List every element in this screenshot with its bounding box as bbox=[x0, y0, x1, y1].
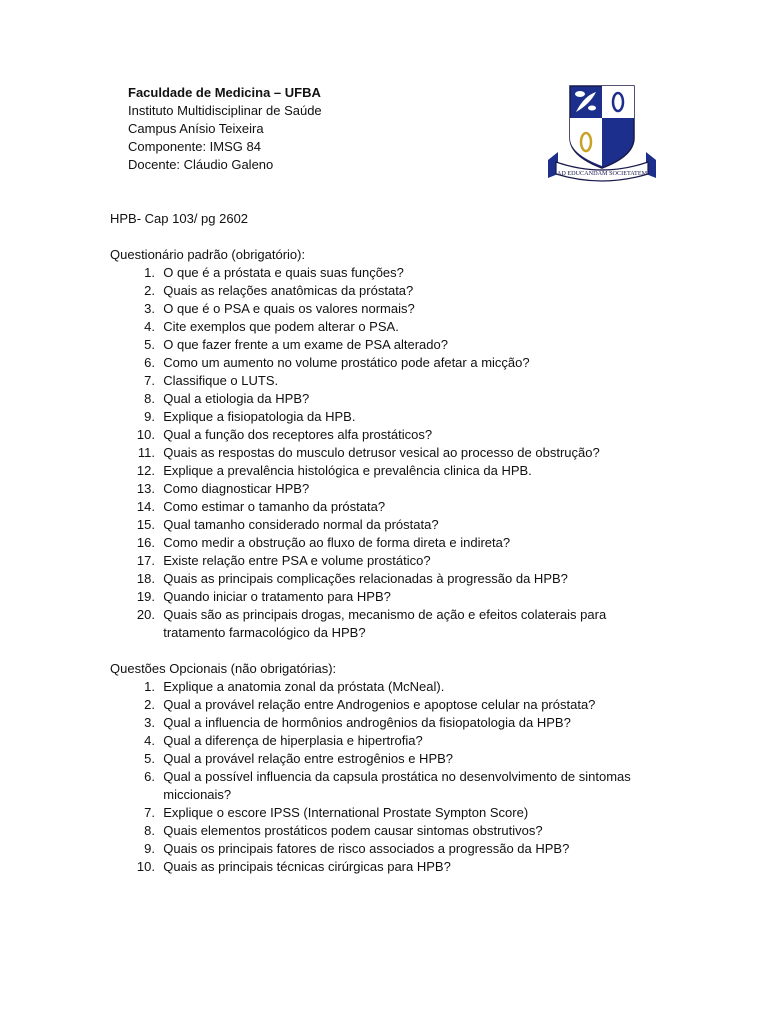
question-number: 2. bbox=[144, 283, 155, 298]
optional-question-item bbox=[110, 750, 650, 768]
question-number: 4. bbox=[144, 319, 155, 334]
question-number: 6. bbox=[144, 769, 155, 784]
question-text: Como diagnosticar HPB? bbox=[163, 481, 310, 496]
optional-question-item bbox=[110, 678, 650, 696]
question-number: 8. bbox=[144, 823, 155, 838]
question-number: 11. bbox=[137, 445, 155, 460]
question-number: 3. bbox=[144, 715, 155, 730]
optional-question-list bbox=[110, 678, 650, 876]
optional-question-item bbox=[110, 714, 650, 732]
question-text: O que é a próstata e quais suas funções? bbox=[163, 265, 404, 280]
question-text: Explique a anatomia zonal da próstata (McNeal). bbox=[163, 679, 445, 694]
question-text: Qual a provável relação entre Androgenios e apoptose celular na próstata? bbox=[163, 697, 596, 712]
mandatory-section-title: Questionário padrão (obrigatório): bbox=[110, 247, 306, 262]
faculty-name: Faculdade de Medicina – UFBA bbox=[128, 85, 321, 100]
mandatory-question-item bbox=[110, 606, 650, 642]
optional-question-item bbox=[110, 822, 650, 840]
question-number: 10. bbox=[136, 859, 155, 874]
mandatory-question-item bbox=[110, 282, 650, 300]
document-body bbox=[110, 210, 650, 894]
question-number: 1. bbox=[144, 265, 155, 280]
mandatory-question-item bbox=[110, 570, 650, 588]
question-number: 15. bbox=[136, 517, 155, 532]
question-text: Quais as principais complicações relacionadas à progressão da HPB? bbox=[163, 571, 568, 586]
question-text: Classifique o LUTS. bbox=[163, 373, 279, 388]
campus-name: Campus Anísio Teixeira bbox=[128, 121, 264, 136]
optional-question-item bbox=[110, 858, 650, 876]
mandatory-question-item bbox=[110, 390, 650, 408]
question-number: 7. bbox=[144, 373, 155, 388]
question-text: Qual a possível influencia da capsula prostática no desenvolvimento de sintomas miccionais? bbox=[163, 769, 631, 802]
optional-question-item bbox=[110, 840, 650, 858]
question-text: Quais são as principais drogas, mecanismo de ação e efeitos colaterais para tratamento farmacológico da HPB? bbox=[163, 607, 607, 640]
question-text: Qual a diferença de hiperplasia e hipertrofia? bbox=[163, 733, 423, 748]
chapter-reference: HPB- Cap 103/ pg 2602 bbox=[110, 211, 249, 226]
question-number: 5. bbox=[144, 751, 155, 766]
question-text: Qual a influencia de hormônios androgênios da fisiopatologia da HPB? bbox=[163, 715, 571, 730]
optional-question-item bbox=[110, 804, 650, 822]
question-number: 20. bbox=[136, 607, 155, 622]
teacher-name: Docente: Cláudio Galeno bbox=[128, 157, 274, 172]
mandatory-question-item bbox=[110, 444, 650, 462]
question-number: 17. bbox=[136, 553, 155, 568]
question-number: 2. bbox=[144, 697, 155, 712]
optional-question-item bbox=[110, 768, 650, 804]
question-text: Como estimar o tamanho da próstata? bbox=[163, 499, 386, 514]
question-number: 4. bbox=[144, 733, 155, 748]
question-number: 14. bbox=[136, 499, 155, 514]
question-number: 9. bbox=[144, 409, 155, 424]
mandatory-question-item bbox=[110, 318, 650, 336]
question-text: Quais os principais fatores de risco associados a progressão da HPB? bbox=[163, 841, 570, 856]
question-number: 16. bbox=[136, 535, 155, 550]
mandatory-question-item bbox=[110, 264, 650, 282]
mandatory-question-item bbox=[110, 552, 650, 570]
question-text: Qual a função dos receptores alfa prostáticos? bbox=[163, 427, 433, 442]
question-number: 5. bbox=[144, 337, 155, 352]
question-text: Quais elementos prostáticos podem causar sintomas obstrutivos? bbox=[163, 823, 543, 838]
mandatory-question-item bbox=[110, 588, 650, 606]
question-text: Explique a fisiopatologia da HPB. bbox=[163, 409, 356, 424]
question-text: O que é o PSA e quais os valores normais? bbox=[163, 301, 415, 316]
question-text: Quais as relações anatômicas da próstata? bbox=[163, 283, 414, 298]
logo-motto: AD EDUCANDAM SOCIETATEM bbox=[556, 170, 648, 177]
mandatory-question-item bbox=[110, 534, 650, 552]
mandatory-question-item bbox=[110, 300, 650, 318]
question-text: Como medir a obstrução ao fluxo de forma direta e indireta? bbox=[163, 535, 511, 550]
question-text: Explique a prevalência histológica e prevalência clinica da HPB. bbox=[163, 463, 532, 478]
question-number: 1. bbox=[144, 679, 155, 694]
question-text: Como um aumento no volume prostático pode afetar a micção? bbox=[163, 355, 530, 370]
mandatory-question-item bbox=[110, 372, 650, 390]
optional-question-item bbox=[110, 732, 650, 750]
mandatory-question-item bbox=[110, 336, 650, 354]
question-number: 13. bbox=[136, 481, 155, 496]
mandatory-question-item bbox=[110, 354, 650, 372]
question-text: Quando iniciar o tratamento para HPB? bbox=[163, 589, 391, 604]
question-number: 6. bbox=[144, 355, 155, 370]
question-number: 10. bbox=[136, 427, 155, 442]
mandatory-question-item bbox=[110, 426, 650, 444]
question-text: Existe relação entre PSA e volume prostático? bbox=[163, 553, 431, 568]
institute-name: Instituto Multidisciplinar de Saúde bbox=[128, 103, 322, 118]
question-number: 19. bbox=[136, 589, 155, 604]
question-text: O que fazer frente a um exame de PSA alterado? bbox=[163, 337, 448, 352]
question-number: 18. bbox=[136, 571, 155, 586]
optional-section-title: Questões Opcionais (não obrigatórias): bbox=[110, 661, 337, 676]
course-component: Componente: IMSG 84 bbox=[128, 139, 261, 154]
mandatory-question-item bbox=[110, 462, 650, 480]
question-text: Quais as respostas do musculo detrusor vesical ao processo de obstrução? bbox=[163, 445, 600, 460]
question-number: 9. bbox=[144, 841, 155, 856]
question-text: Cite exemplos que podem alterar o PSA. bbox=[163, 319, 399, 334]
question-text: Qual a provável relação entre estrogênios e HPB? bbox=[163, 751, 454, 766]
question-number: 7. bbox=[144, 805, 155, 820]
mandatory-question-item bbox=[110, 480, 650, 498]
mandatory-question-item bbox=[110, 408, 650, 426]
institution-header bbox=[128, 84, 322, 174]
question-text: Quais as principais técnicas cirúrgicas para HPB? bbox=[163, 859, 451, 874]
question-number: 3. bbox=[144, 301, 155, 316]
ufba-crest-logo bbox=[544, 82, 660, 182]
question-text: Qual a etiologia da HPB? bbox=[163, 391, 310, 406]
question-text: Explique o escore IPSS (International Prostate Sympton Score) bbox=[163, 805, 529, 820]
question-number: 12. bbox=[136, 463, 155, 478]
mandatory-question-item bbox=[110, 498, 650, 516]
optional-question-item bbox=[110, 696, 650, 714]
question-number: 8. bbox=[144, 391, 155, 406]
mandatory-question-list bbox=[110, 264, 650, 642]
mandatory-question-item bbox=[110, 516, 650, 534]
question-text: Qual tamanho considerado normal da próstata? bbox=[163, 517, 439, 532]
